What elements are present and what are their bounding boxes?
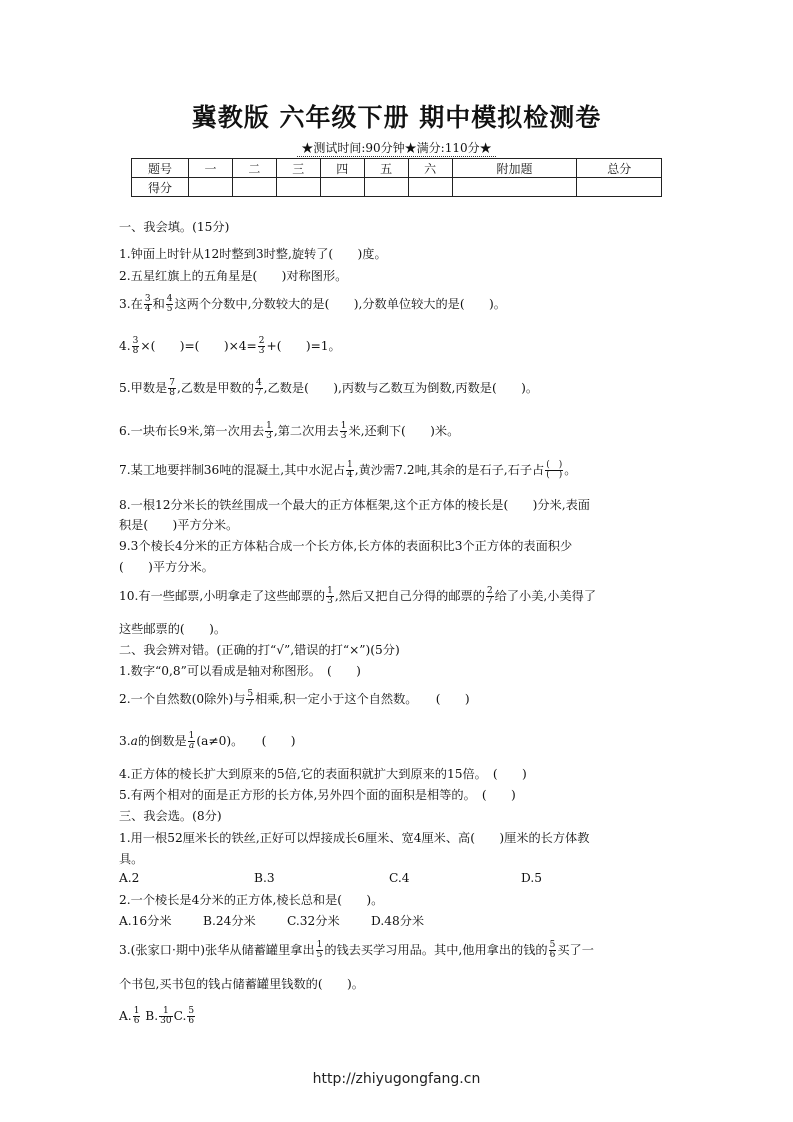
question-1-3: 3.在 $\frac{3}{4}$ 和 $\frac{4}{5}$ 这两个分数中,分数较大的是( ),分数单位较大的是( )。 (119, 294, 506, 314)
score-cell[interactable] (577, 178, 662, 197)
question-1-6: 6.一块布长9米,第一次用去 $\frac{1}{3}$ ,第二次用去 $\frac{1}{3}$ 米,还剩下( )米。 (119, 421, 460, 441)
score-table-header-row (132, 159, 662, 178)
option[interactable]: B.3 (254, 871, 275, 885)
score-cell[interactable] (276, 178, 320, 197)
question-1-2: 2.五星红旗上的五角星是( )对称图形。 (119, 269, 348, 283)
question-2-1: 1.数字“0,8”可以看成是轴对称图形。 ( ) (119, 664, 361, 678)
score-header-cell: 总分 (577, 159, 662, 178)
exam-info-text: ★测试时间:90分钟★满分:110分★ (297, 141, 495, 157)
exam-info (0, 139, 793, 156)
question-1-5: 5.甲数是 $\frac{7}{8}$ ,乙数是甲数的 $\frac{4}{7}$ ,乙数是( ),丙数与乙数互为倒数,丙数是( )。 (119, 378, 539, 398)
question-2-2: 2.一个自然数(0除外)与 $\frac{5}{7}$ 相乘,积一定小于这个自然数。 ( ) (119, 689, 470, 709)
score-header-cell: 题号 (132, 159, 189, 178)
question-3-2-options (119, 912, 424, 929)
question-1-9-line-1: 9.3个棱长4分米的正方体粘合成一个长方体,长方体的表面积比3个正方体的表面积少 (119, 539, 573, 553)
option-a[interactable]: A. $\frac{1}{6}$ (119, 1006, 140, 1026)
question-2-5: 5.有两个相对的面是正方形的长方体,另外四个面的面积是相等的。 ( ) (119, 788, 516, 802)
score-cell[interactable] (452, 178, 577, 197)
question-3-1-line-2: 具。 (119, 852, 144, 866)
option-b[interactable]: B. $\frac{1}{30}$ (145, 1006, 172, 1026)
question-1-9-line-2: ( )平方分米。 (119, 560, 214, 574)
question-3-3-options (119, 1007, 196, 1026)
option-c[interactable]: C. $\frac{5}{6}$ (173, 1006, 195, 1026)
score-cell[interactable] (408, 178, 452, 197)
question-2-4: 4.正方体的棱长扩大到原来的5倍,它的表面积就扩大到原来的15倍。 ( ) (119, 767, 527, 781)
option[interactable]: C.4 (389, 871, 410, 885)
score-cell[interactable] (364, 178, 408, 197)
question-1-4: 4. $\frac{3}{8}$ ×( )=( )×4= $\frac{2}{3}$ +( )=1。 (119, 336, 341, 356)
score-cell[interactable] (189, 178, 233, 197)
footer-url[interactable]: http://zhiyugongfang.cn (312, 1071, 481, 1087)
page-title: 冀教版 六年级下册 期中模拟检测卷 (191, 103, 602, 132)
option[interactable]: A.2 (119, 871, 140, 885)
section-heading-judge: 二、我会辨对错。(正确的打“√”,错误的打“×”)(5分) (119, 643, 400, 657)
score-table (131, 158, 662, 197)
option[interactable]: B.24分米 (203, 914, 256, 928)
question-1-8-line-2: 积是( )平方分米。 (119, 518, 239, 532)
question-1-10-line-1: 10.有一些邮票,小明拿走了这些邮票的 $\frac{1}{3}$ ,然后又把自己分得的邮票的 $\frac{2}{7}$ 给了小美,小美得了 (119, 586, 597, 606)
score-header-cell: 六 (408, 159, 452, 178)
question-2-3: 3.a的倒数是 $\frac{1}{a}$ (a≠0)。 ( ) (119, 731, 296, 751)
question-3-1-options (119, 871, 542, 885)
question-3-2: 2.一个棱长是4分米的正方体,棱长总和是( )。 (119, 893, 384, 907)
question-3-1-line-1: 1.用一根52厘米长的铁丝,正好可以焊接成长6厘米、宽4厘米、高( )厘米的长方体教 (119, 831, 590, 845)
question-3-3-line-1: 3.(张家口·期中)张华从储蓄罐里拿出 $\frac{1}{5}$ 的钱去买学习用品。其中,他用拿出的钱的 $\frac{5}{6}$ 买了一 (119, 940, 594, 960)
option[interactable]: D.48分米 (371, 914, 425, 928)
option[interactable]: D.5 (521, 871, 542, 885)
question-1-8-line-1: 8.一根12分米长的铁丝围成一个最大的正方体框架,这个正方体的棱长是( )分米,表面 (119, 498, 590, 512)
score-table-score-row (132, 178, 662, 197)
option[interactable]: A.16分米 (119, 914, 172, 928)
question-1-10-line-2: 这些邮票的( )。 (119, 622, 227, 636)
score-cell[interactable] (232, 178, 276, 197)
score-header-cell: 一 (189, 159, 233, 178)
option[interactable]: C.32分米 (287, 914, 340, 928)
question-1-1: 1.钟面上时针从12时整到3时整,旋转了( )度。 (119, 247, 387, 261)
score-cell[interactable] (320, 178, 364, 197)
score-row-label: 得分 (132, 178, 189, 197)
score-header-cell: 三 (276, 159, 320, 178)
score-header-cell: 五 (364, 159, 408, 178)
score-header-cell: 二 (232, 159, 276, 178)
section-heading-choose: 三、我会选。(8分) (119, 809, 222, 823)
question-1-7: 7.某工地要拌制36吨的混凝土,其中水泥占 $\frac{1}{4}$ ,黄沙需7.2吨,其余的是石子,石子占 $\frac{( )}{( )}$ 。 (119, 460, 577, 480)
section-heading-fill: 一、我会填。(15分) (119, 220, 230, 234)
score-header-cell: 附加题 (452, 159, 577, 178)
question-3-3-line-2: 个书包,买书包的钱占储蓄罐里钱数的( )。 (119, 977, 364, 991)
score-header-cell: 四 (320, 159, 364, 178)
